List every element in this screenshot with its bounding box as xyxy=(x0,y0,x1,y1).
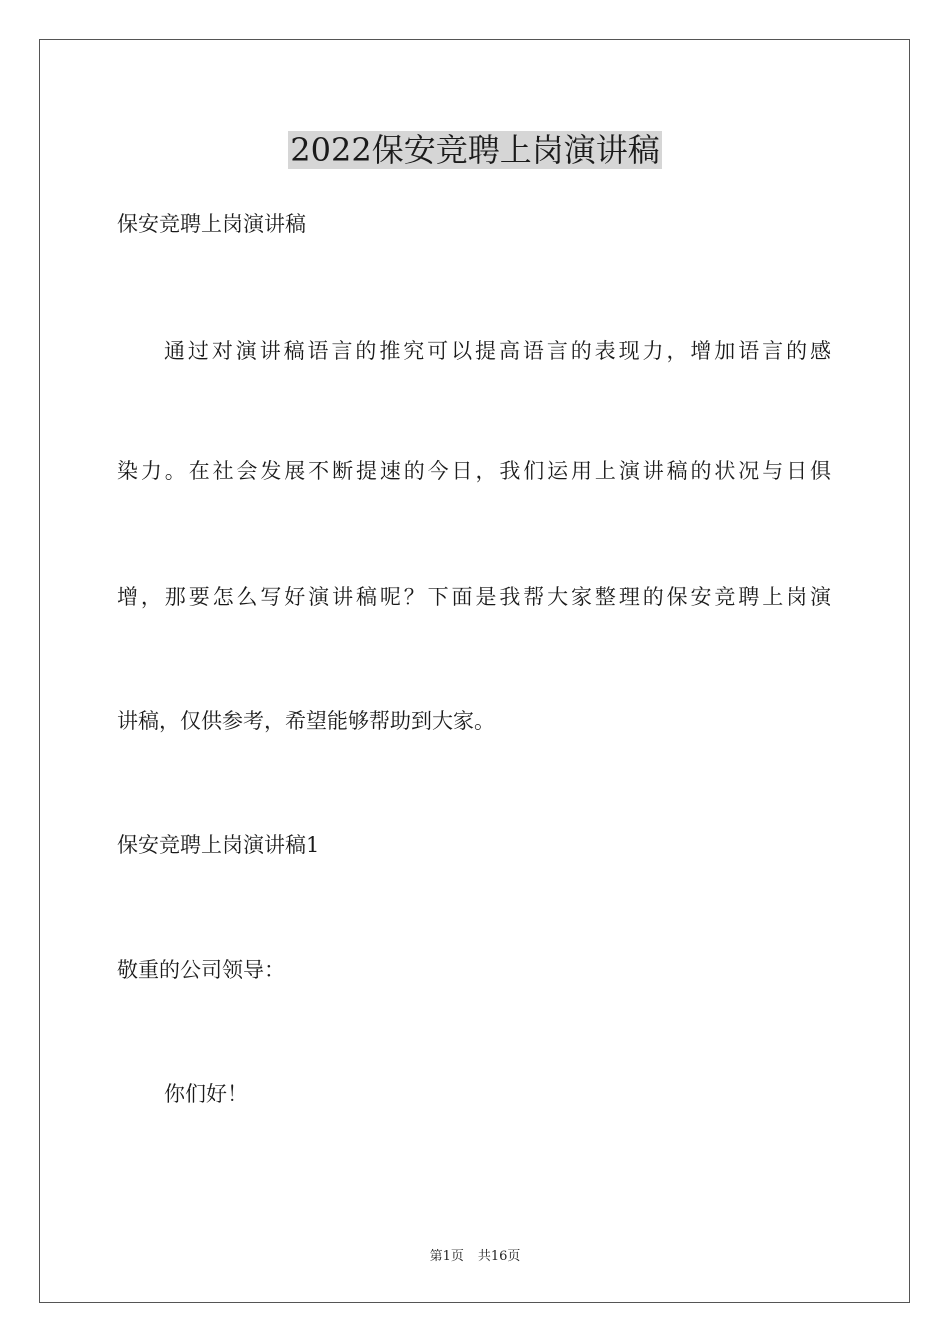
greeting: 你们好！ xyxy=(164,1082,248,1106)
page-footer xyxy=(0,1248,950,1266)
section-heading: 保安竞聘上岗演讲稿1 xyxy=(117,833,320,857)
intro-line-2: 染力。在社会发展不断提速的今日，我们运用上演讲稿的状况与日俱 xyxy=(117,459,831,483)
total-pages: 共16页 xyxy=(477,1249,521,1264)
salutation: 敬重的公司领导： xyxy=(117,958,285,982)
intro-line-4: 讲稿，仅供参考，希望能够帮助到大家。 xyxy=(117,709,495,733)
page-number: 第1页 xyxy=(429,1249,464,1264)
intro-line-1: 通过对演讲稿语言的推究可以提高语言的表现力，增加语言的感 xyxy=(164,339,831,363)
document-title-text: 2022保安竞聘上岗演讲稿 xyxy=(290,131,660,169)
intro-line-3: 增，那要怎么写好演讲稿呢？下面是我帮大家整理的保安竞聘上岗演 xyxy=(117,585,831,609)
document-title xyxy=(0,128,950,172)
document-subtitle: 保安竞聘上岗演讲稿 xyxy=(117,212,306,236)
